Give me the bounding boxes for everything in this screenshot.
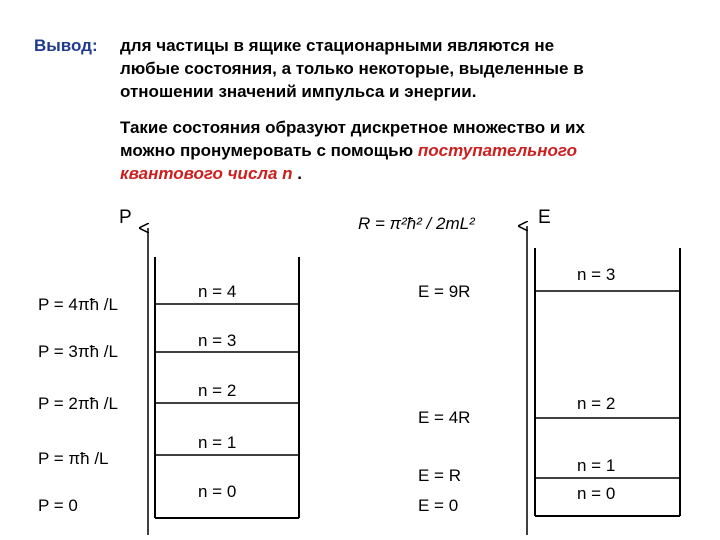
quantum-number-term-2: квантового числа n bbox=[120, 164, 293, 183]
energy-level-label-n0: n = 0 bbox=[577, 484, 616, 503]
momentum-level-label-n1: n = 1 bbox=[198, 433, 237, 452]
discrete-line-1: Такие состояния образуют дискретное множество и их bbox=[120, 118, 585, 137]
energy-label-9r: E = 9R bbox=[418, 282, 471, 301]
conclusion-label: Вывод: bbox=[34, 36, 98, 55]
momentum-label-n3: P = 3πħ /L bbox=[38, 342, 118, 361]
momentum-axis-label: P bbox=[119, 207, 132, 228]
quantum-number-term-1: поступательного bbox=[417, 141, 577, 160]
energy-label-0: E = 0 bbox=[418, 496, 459, 515]
discrete-line-2-prefix: можно пронумеровать с помощью bbox=[120, 141, 418, 160]
conclusion-line-3: отношении значений импульса и энергии. bbox=[120, 82, 477, 101]
energy-label-r: E = R bbox=[418, 466, 461, 485]
momentum-label-n1: P = πħ /L bbox=[38, 449, 109, 468]
momentum-level-label-n3: n = 3 bbox=[198, 331, 237, 350]
conclusion-line-2: любые состояния, а только некоторые, выделенные в bbox=[120, 59, 584, 78]
momentum-label-n4: P = 4πħ /L bbox=[38, 295, 118, 314]
energy-axis-label: E bbox=[538, 207, 551, 228]
energy-level-label-n2: n = 2 bbox=[577, 394, 616, 413]
r-formula: R = π²ħ² / 2mL² bbox=[358, 214, 475, 233]
energy-level-label-n1: n = 1 bbox=[577, 456, 616, 475]
momentum-label-n0: P = 0 bbox=[38, 496, 78, 515]
discrete-line-3-suffix: . bbox=[292, 164, 302, 183]
momentum-level-label-n4: n = 4 bbox=[198, 282, 237, 301]
conclusion-line-1: для частицы в ящике стационарными являются не bbox=[120, 36, 555, 55]
energy-label-4r: E = 4R bbox=[418, 408, 471, 427]
momentum-level-label-n2: n = 2 bbox=[198, 381, 237, 400]
momentum-level-label-n0: n = 0 bbox=[198, 482, 237, 501]
momentum-label-n2: P = 2πħ /L bbox=[38, 394, 118, 413]
energy-level-label-n3: n = 3 bbox=[577, 265, 616, 284]
